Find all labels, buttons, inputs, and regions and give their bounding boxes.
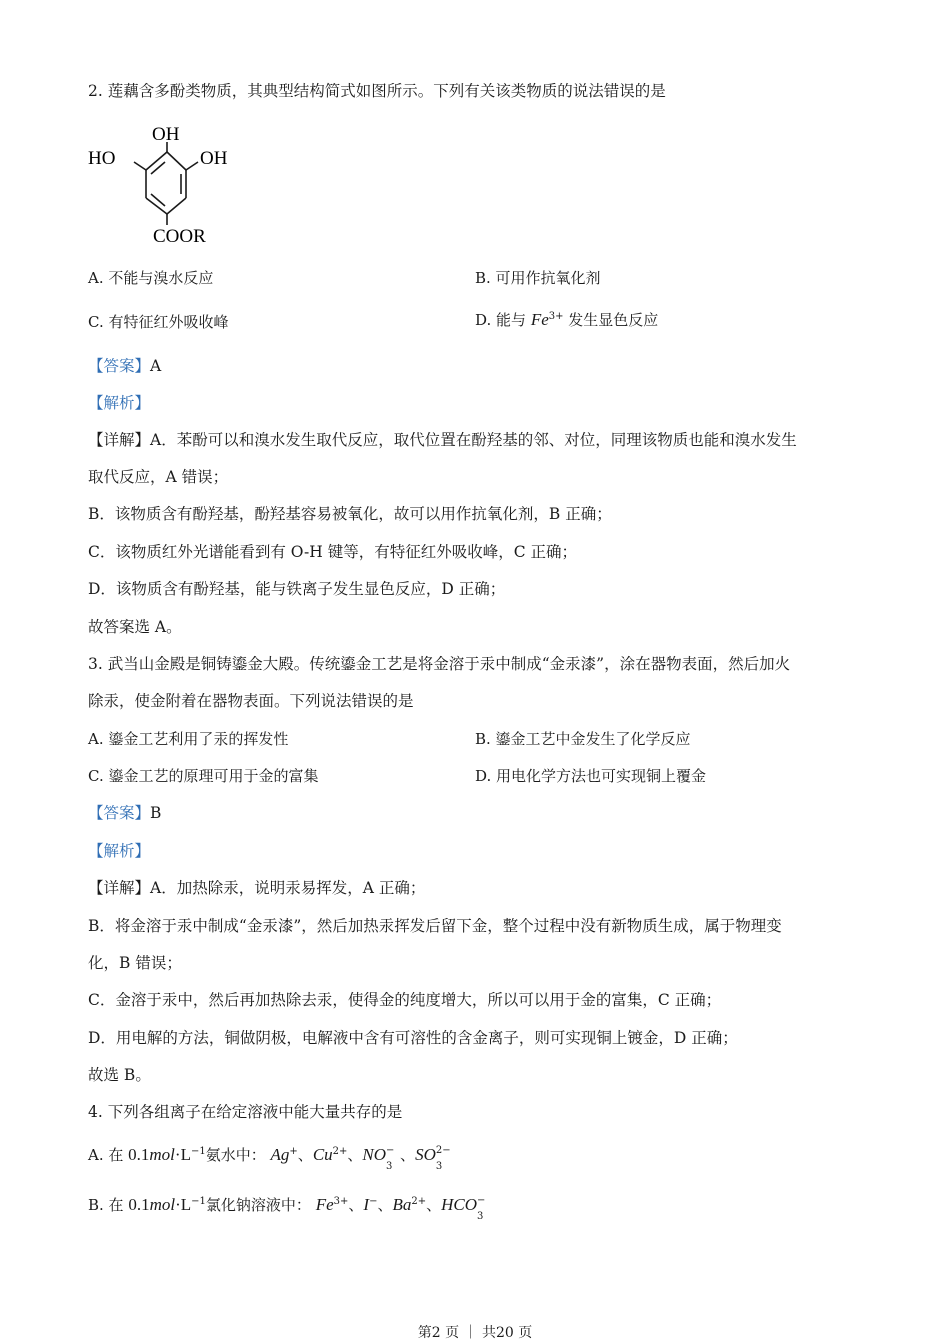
- detail-tag: 【详解】: [88, 431, 151, 449]
- coor-label: COOR: [153, 226, 206, 247]
- q3-conclusion: 故选 B。: [88, 1066, 151, 1084]
- q2-stem: 2. 莲藕含多酚类物质，其典型结构简式如图所示。下列有关该类物质的说法错误的是: [88, 82, 666, 100]
- q2-detail-line: 取代反应，A 错误；: [88, 468, 229, 486]
- q2-conclusion: 故答案选 A。: [88, 618, 182, 636]
- ion-separator: 、: [297, 1146, 313, 1164]
- answer-value: B: [150, 804, 162, 822]
- ion-charge: +: [289, 1146, 298, 1157]
- concentration: 0.1: [128, 1195, 150, 1214]
- q2-option-b: B. 可用作抗氧化剂: [475, 269, 601, 287]
- q3-stem-line: 3. 武当山金殿是铜铸鎏金大殿。传统鎏金工艺是将金溶于汞中制成“金汞漆”，涂在器物表面，然后加火: [88, 655, 791, 673]
- ion-separator: 、: [377, 1196, 393, 1214]
- ion-charge: 2+: [411, 1196, 427, 1207]
- q3-answer: [88, 802, 161, 824]
- polyphenol-structure: [88, 122, 248, 247]
- q3-detail-line: D．用电解的方法，铜做阴极，电解液中含有可溶性的含金离子，则可实现铜上镀金，D 正确；: [88, 1029, 738, 1047]
- ion-symbol: NO: [362, 1145, 387, 1164]
- ho-left-label: HO: [88, 148, 116, 169]
- q2-option-d-suffix: 发生显色反应: [568, 311, 659, 329]
- ion-charge-and-count: − 3: [386, 1145, 395, 1172]
- ion-charge: 2+: [332, 1146, 348, 1157]
- q2-option-c: C. 有特征红外吸收峰: [88, 313, 229, 331]
- answer-value: A: [150, 357, 162, 375]
- oh-top-label: OH: [152, 124, 180, 145]
- detail-tag: 【详解】: [88, 879, 151, 897]
- q3-option-d: D. 用电化学方法也可实现铜上覆金: [475, 767, 707, 785]
- ion-symbol: Ag: [270, 1145, 290, 1164]
- q4-stem: 4. 下列各组离子在给定溶液中能大量共存的是: [88, 1103, 403, 1121]
- ion-charge-and-count: 2− 3: [435, 1145, 451, 1172]
- fe-charge: 3+: [548, 311, 564, 322]
- q2-option-d-prefix: D. 能与: [475, 311, 527, 329]
- ion-symbol: SO: [415, 1145, 436, 1164]
- ion-symbol: I: [363, 1195, 370, 1214]
- ion-separator: 、: [347, 1146, 363, 1164]
- answer-tag: 【答案】: [88, 357, 151, 375]
- fe-ion: Fe: [530, 310, 549, 329]
- q2-analysis-tag: 【解析】: [88, 394, 151, 412]
- ion-symbol: Fe: [315, 1195, 334, 1214]
- ion-symbol: Cu: [312, 1145, 333, 1164]
- q2-option-a: A. 不能与溴水反应: [88, 269, 214, 287]
- q3-detail-line: B．将金溶于汞中制成“金汞漆”，然后加热汞挥发后留下金，整个过程中没有新物质生成，属于物理变: [88, 917, 782, 935]
- ion-list: [270, 1145, 451, 1172]
- oh-right-label: OH: [200, 148, 228, 169]
- ion-separator: 、: [426, 1196, 442, 1214]
- q3-option-c: C. 鎏金工艺的原理可用于金的富集: [88, 767, 319, 785]
- q2-detail-line: 【详解】A．苯酚可以和溴水发生取代反应，取代位置在酚羟基的邻、对位，同理该物质也能和溴水发生: [88, 431, 797, 449]
- ion-symbol: Ba: [392, 1195, 412, 1214]
- q4-option-b: B. 在 $0.1mol\cdot L^{-1}$氯化钠溶液中： $Fe^{3+}$、I−、$Ba^{2+}$、HCO − 3: [88, 1194, 491, 1216]
- q3-stem-line: 除汞，使金附着在器物表面。下列说法错误的是: [88, 692, 414, 710]
- q3-analysis-tag: 【解析】: [88, 842, 151, 860]
- q2-detail-line: B．该物质含有酚羟基，酚羟基容易被氧化，故可以用作抗氧化剂，B 正确；: [88, 505, 612, 523]
- ion-charge: −: [369, 1196, 378, 1207]
- q2-detail-line: C．该物质红外光谱能看到有 O-H 键等，有特征红外吸收峰，C 正确；: [88, 543, 578, 561]
- q3-option-a: A. 鎏金工艺利用了汞的挥发性: [88, 730, 289, 748]
- ion-charge-and-count: − 3: [477, 1195, 486, 1222]
- ion-separator: 、: [348, 1196, 364, 1214]
- ion-separator: 、: [400, 1146, 416, 1164]
- ion-symbol: HCO: [441, 1195, 478, 1214]
- q2-option-d: [475, 309, 658, 331]
- q3-detail-line: 化，B 错误；: [88, 954, 182, 972]
- ion-list: [315, 1195, 491, 1222]
- ion-charge: 3+: [333, 1196, 349, 1207]
- q3-detail-line: C．金溶于汞中，然后再加热除去汞，使得金的纯度增大，所以可以用于金的富集，C 正确；: [88, 991, 722, 1009]
- page-footer: 第2 页 ｜ 共20 页: [417, 1325, 533, 1341]
- q4-option-a: A. 在 $0.1mol\cdot L^{-1}$氨水中： Ag+、$Cu^{2+}$、NO − 3 、SO 2− 3: [88, 1145, 451, 1172]
- q3-option-b: B. 鎏金工艺中金发生了化学反应: [475, 730, 691, 748]
- q3-detail-line: 【详解】A．加热除汞，说明汞易挥发，A 正确；: [88, 879, 426, 897]
- q2-answer: [88, 355, 161, 377]
- q2-detail-line: D．该物质含有酚羟基，能与铁离子发生显色反应，D 正确；: [88, 580, 506, 598]
- concentration: 0.1: [128, 1145, 150, 1164]
- answer-tag: 【答案】: [88, 804, 151, 822]
